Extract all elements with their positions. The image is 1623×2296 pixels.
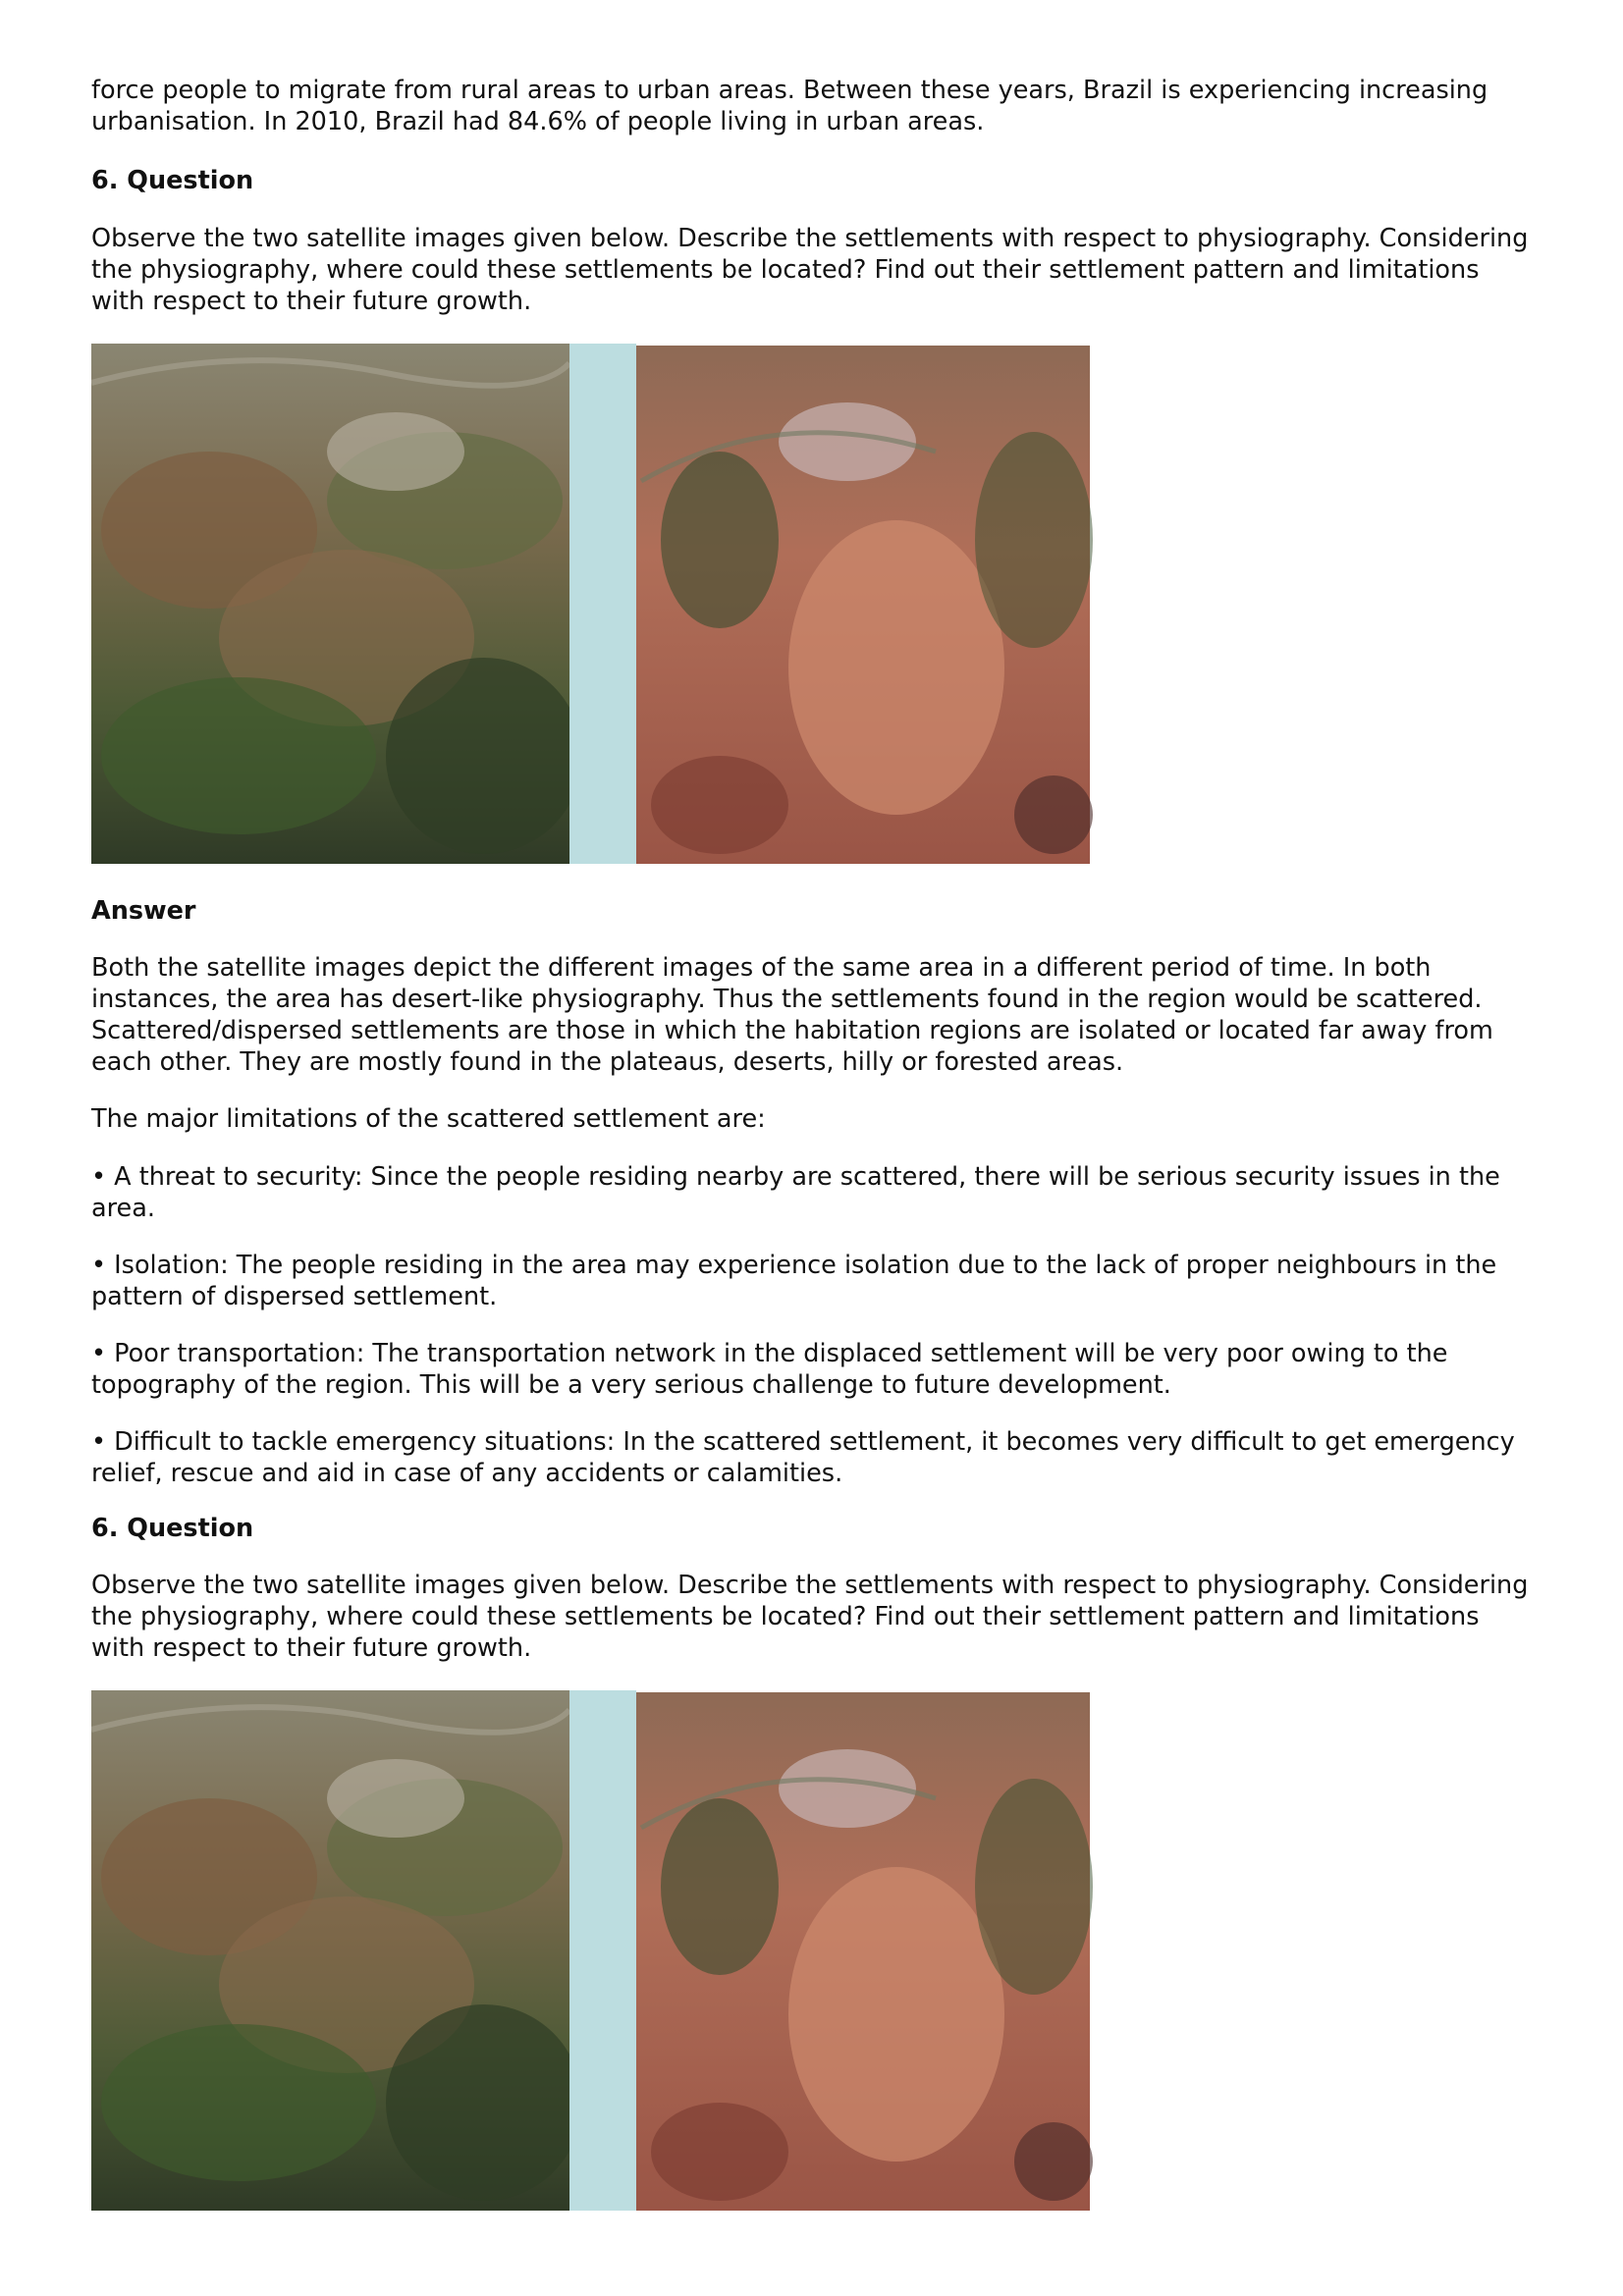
image-separator [569, 1690, 636, 2211]
bullet-item-security: • A threat to security: Since the people residing nearby are scattered, there will be serious security issues in the area. [91, 1162, 1500, 1223]
image-separator [569, 344, 636, 864]
question-text-1: Observe the two satellite images given below. Describe the settlements with respect to physiography. Considering the physiography, where could these settlements be located? Find out their settlement pattern and limitations with respect to their future growth. [91, 224, 1529, 316]
answer-heading: Answer [91, 896, 196, 926]
question-heading-2: 6. Question [91, 1514, 254, 1543]
bullet-item-emergency: • Difficult to tackle emergency situations: In the scattered settlement, it becomes very difficult to get emergency relief, rescue and aid in case of any accidents or calamities. [91, 1427, 1515, 1488]
answer-paragraph-1: Both the satellite images depict the different images of the same area in a different period of time. In both instances, the area has desert-like physiography. Thus the settlements found in the region would be scattered. Scattered/dispersed settlements are those in which the habitation regions are isolated or located far away from each other. They are mostly found in the plateaus, deserts, hilly or forested areas. [91, 953, 1493, 1077]
satellite-image-left-2 [91, 1690, 582, 2211]
question-heading-1: 6. Question [91, 166, 254, 195]
intro-paragraph: force people to migrate from rural areas to urban areas. Between these years, Brazil is experiencing increasing urbanisation. In 2010, Brazil had 84.6% of people living in urban areas. [91, 76, 1488, 136]
satellite-image-left-1 [91, 344, 582, 864]
answer-paragraph-2: The major limitations of the scattered settlement are: [91, 1104, 766, 1134]
bullet-item-isolation: • Isolation: The people residing in the area may experience isolation due to the lack of proper neighbours in the pattern of dispersed settlement. [91, 1251, 1497, 1311]
satellite-image-pair-2 [91, 1690, 1095, 2213]
satellite-image-right-1 [636, 346, 1093, 864]
satellite-image-pair-1 [91, 344, 1095, 866]
bullet-item-transportation: • Poor transportation: The transportation network in the displaced settlement will be very poor owing to the topography of the region. This will be a very serious challenge to future development. [91, 1339, 1448, 1400]
question-text-2: Observe the two satellite images given below. Describe the settlements with respect to physiography. Considering the physiography, where could these settlements be located? Find out their settlement pattern and limitations with respect to their future growth. [91, 1571, 1529, 1663]
satellite-image-right-2 [636, 1692, 1093, 2211]
